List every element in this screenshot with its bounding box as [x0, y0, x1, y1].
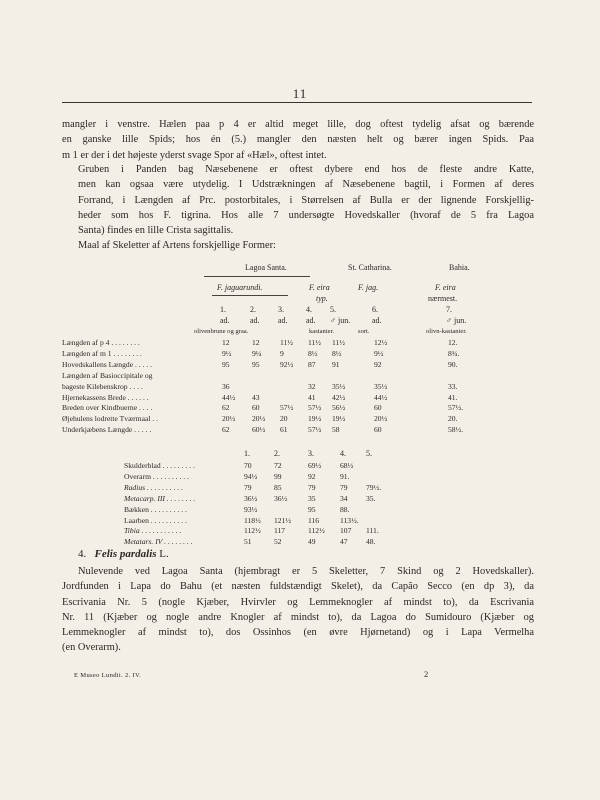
table-cell: 19½: [308, 414, 322, 424]
table-cell: 92: [374, 359, 382, 369]
text-line: mangler i venstre. Hælen paa p 4 er altid meget lille, dog oftest tydelig afsat og bærende: [62, 119, 534, 130]
table-cell: 19½: [332, 414, 346, 424]
paragraph-3: Maal af Skeletter af Artens forskjellige Former:: [78, 240, 276, 251]
text-line: Nr. 11 (Kjæber og nogle andre Knogler af mindst to), da Lagoa do Sumidouro (Kjæber og: [62, 611, 534, 623]
column-number: 2.: [250, 305, 256, 314]
table-cell: 69½: [308, 461, 322, 470]
table-cell: 36½: [244, 493, 258, 503]
table-cell: 8½: [308, 348, 318, 358]
text-line: Lemmeknogler af mindst to), dos Ossinhos (en øvre Hjørnetand) og i Lapa Vermelha: [62, 627, 534, 639]
row-label: Overarm . . . . . . . . . .: [124, 471, 189, 481]
section-number: 4.: [78, 548, 87, 560]
table-cell: 12½: [374, 338, 388, 347]
table-cell: 91: [332, 359, 340, 369]
section-title: Felis pardalis: [94, 548, 157, 560]
table-cell: 72: [274, 461, 282, 470]
table-cell: 35.: [366, 493, 376, 503]
table-cell: 20: [280, 414, 288, 424]
table-cell: 58: [332, 425, 340, 435]
table-cell: 92½: [280, 359, 294, 369]
color-olivn-kastanier: olivn-kastanier.: [426, 328, 467, 335]
row-label: Underkjæbens Længde . . . . .: [62, 425, 152, 435]
table-cell: 57½.: [448, 403, 464, 413]
column-number: 4.: [340, 449, 346, 458]
table-cell: 88.: [340, 504, 350, 514]
column-number: 5.: [366, 449, 372, 458]
row-label: Metatars. IV . . . . . . . .: [124, 537, 193, 547]
table-cell: 44½: [222, 392, 236, 402]
table-cell: 20.: [448, 414, 458, 424]
table-cell: 60: [252, 403, 260, 413]
table-cell: 48.: [366, 537, 376, 547]
table-cell: 33.: [448, 381, 458, 391]
table-cell: 57½: [308, 425, 322, 435]
table-cell: 52: [274, 537, 282, 547]
table-cell: 12: [252, 338, 260, 347]
color-olivenbrune: olivenbrune og graa.: [194, 328, 249, 335]
table-cell: 92: [308, 471, 316, 481]
table-cell: 61: [280, 425, 288, 435]
table-cell: 113½.: [340, 515, 359, 525]
table-cell: 62: [222, 425, 230, 435]
column-number: 4.: [306, 305, 312, 314]
text-line: m 1 er der i det højeste yderst svage Spor af «Hæl», oftest intet.: [62, 149, 327, 161]
table-cell: 9: [280, 348, 284, 358]
table-cell: 32: [308, 381, 316, 391]
species-header-eira-2: F. eira: [435, 283, 456, 292]
footer-signature: E Museo Lundii. 2. IV.: [74, 672, 142, 679]
text-line: Santa) findes en lille Crista sagittalis.: [78, 225, 234, 237]
table-cell: 107: [340, 526, 352, 536]
table-cell: 35½: [374, 381, 388, 391]
text-line: heder som hos F. tigrina. Hos alle 7 undersøgte Hovedskaller (hvoraf de 5 fra Lagoa: [78, 209, 534, 221]
group-rule: [204, 276, 310, 277]
table-cell: 79: [308, 482, 316, 492]
text-line: Jordfunden i Lapa do Bahu (et næsten fuldstændigt Skelet), da Capão Secco (en dp 3), da: [62, 581, 534, 593]
table-cell: 62: [222, 403, 230, 413]
table-cell: 79½.: [366, 482, 382, 492]
table-cell: 117: [274, 526, 286, 536]
row-label: Hovedskallens Længde . . . . .: [62, 359, 153, 369]
row-label: Breden over Kindbuerne . . . .: [62, 403, 153, 413]
column-number: 3.: [278, 305, 284, 314]
table-cell: 87: [308, 359, 316, 369]
table-cell: 90.: [448, 359, 458, 369]
species-header-typ: typ.: [316, 294, 328, 303]
table-cell: 47: [340, 537, 348, 547]
column-age: ad.: [220, 316, 230, 325]
column-number: 6.: [372, 305, 378, 314]
table-cell: 94½: [244, 471, 258, 481]
text-line: Forrand, i Længden af Prc. postorbitales, i Størrelsen af Bulla er der lignende Forskjellig-: [78, 194, 534, 206]
row-label: Skulderblad . . . . . . . . .: [124, 461, 195, 470]
table-cell: 99: [274, 471, 282, 481]
table-cell: 11½: [332, 338, 346, 347]
table-cell: 43: [252, 392, 260, 402]
table-cell: 112½: [308, 526, 325, 536]
table-cell: 95: [222, 359, 230, 369]
table-cell: 36: [222, 381, 230, 391]
table-cell: 8½: [332, 348, 342, 358]
row-label: Længden af p 4 . . . . . . . .: [62, 338, 140, 347]
table-cell: 116: [308, 515, 320, 525]
row-label: Øjehulens lodrette Tværmaal . .: [62, 414, 159, 424]
table-cell: 49: [308, 537, 316, 547]
column-number: 1.: [220, 305, 226, 314]
column-number: 7.: [446, 305, 452, 314]
species-header-jaguarundi: F. jaguarundi.: [217, 283, 263, 292]
table-cell: 51: [244, 537, 252, 547]
column-age: ad.: [372, 316, 382, 325]
table-cell: 112½: [244, 526, 261, 536]
species-rule: [212, 295, 288, 296]
species-header-eira: F. eira: [309, 283, 330, 292]
table-cell: 68½: [340, 461, 354, 470]
text-line: Nulevende ved Lagoa Santa (hjembragt er 5 Skeletter, 7 Skind og 2 Hovedskaller).: [78, 566, 534, 577]
table-cell: 60: [374, 425, 382, 435]
row-label: Bækken . . . . . . . . . .: [124, 504, 187, 514]
group-header-lagoa-santa: Lagoa Santa.: [245, 263, 287, 272]
table-cell: 93½: [244, 504, 258, 514]
section-heading: [78, 548, 169, 560]
table-cell: 12: [222, 338, 230, 347]
text-line: Gruben i Panden bag Næsebenene er oftest dybere end hos de fleste andre Katte,: [78, 164, 534, 175]
table-cell: 95: [252, 359, 260, 369]
row-label: Længden af m 1 . . . . . . . .: [62, 348, 142, 358]
column-number: 1.: [244, 449, 250, 458]
table-cell: 56½: [332, 403, 346, 413]
page-number: 11: [292, 86, 308, 101]
table-cell: 8¾.: [448, 348, 460, 358]
table-cell: 34: [340, 493, 348, 503]
paragraph-4: [62, 564, 534, 656]
table-cell: 11½: [280, 338, 294, 347]
table-cell: 36½: [274, 493, 288, 503]
table-cell: 95: [308, 504, 316, 514]
species-header-jag: F. jag.: [358, 283, 379, 292]
footer-signature-number: 2: [424, 669, 429, 679]
table-cell: 60: [374, 403, 382, 413]
table-cell: 9¼: [252, 348, 262, 358]
skull-measurements-table: [62, 262, 532, 442]
table-cell: 79: [244, 482, 252, 492]
row-label: Laarben . . . . . . . . . .: [124, 515, 187, 525]
table-cell: 9½: [222, 348, 232, 358]
table-cell: 35: [308, 493, 316, 503]
row-label: Metacarp. III . . . . . . . .: [124, 493, 196, 503]
column-age: ♂ jun.: [330, 316, 351, 325]
color-sort: sort.: [358, 328, 370, 335]
table-cell: 91.: [340, 471, 350, 481]
row-label: Hjernekassens Brede . . . . . .: [62, 392, 149, 402]
row-label: Radius . . . . . . . . . .: [124, 482, 184, 492]
table-cell: 12.: [448, 338, 458, 347]
table-cell: 9½: [374, 348, 384, 358]
table-cell: 118½: [244, 515, 261, 525]
column-number: 2.: [274, 449, 280, 458]
table-cell: 60½: [252, 425, 266, 435]
header-rule: [62, 102, 532, 103]
text-line: men kan ogsaa være utydelig. I Udstrækningen af Næsebenene bagtil, i Formen af deres: [78, 179, 534, 191]
table-cell: 79: [340, 482, 348, 492]
table-cell: 41.: [448, 392, 458, 402]
limb-measurements-table: [62, 448, 532, 547]
table-cell: 85: [274, 482, 282, 492]
table-cell: 20½: [374, 414, 388, 424]
table-cell: 35½: [332, 381, 346, 391]
table-cell: 58½.: [448, 425, 464, 435]
paragraph-2: [62, 162, 534, 238]
table-cell: 57½: [308, 403, 322, 413]
text-line: (en Overarm).: [62, 642, 121, 654]
column-number: 3.: [308, 449, 314, 458]
table-cell: 41: [308, 392, 316, 402]
group-header-bahia: Bahia.: [449, 263, 470, 272]
species-header-naermest: nærmest.: [428, 294, 458, 303]
table-cell: 42½: [332, 392, 346, 402]
table-cell: 57½: [280, 403, 294, 413]
text-line: en ganske lille Spids; hos én (5.) mangler den næsten helt og bærer ingen Spids. Paa: [62, 134, 534, 146]
color-kastanier: kastanier.: [309, 328, 335, 335]
table-cell: 44½: [374, 392, 388, 402]
table-cell: 20½: [222, 414, 236, 424]
table-cell: 111.: [366, 526, 379, 536]
row-label: Længden af Basioccipitale og: [62, 370, 153, 380]
table-cell: 20½: [252, 414, 266, 424]
paragraph-1: [62, 117, 534, 163]
table-cell: 70: [244, 461, 252, 470]
table-cell: 121½: [274, 515, 292, 525]
group-header-st-catharina: St. Catharina.: [348, 263, 392, 272]
section-author: L.: [159, 548, 169, 560]
text-line: Escrivania Nr. 5 (nogle Kjæber, Hvirvler og Lemmeknogler af mindst to), da Escrivania: [62, 596, 534, 608]
column-age: ad.: [306, 316, 316, 325]
column-number: 5.: [330, 305, 336, 314]
column-age: ad.: [250, 316, 260, 325]
column-age: ♂ jun.: [446, 316, 467, 325]
row-label: bageste Kilebenskrop . . . .: [62, 381, 143, 391]
row-label: Tibia . . . . . . . . . . .: [124, 526, 182, 536]
table-cell: 11½: [308, 338, 322, 347]
column-age: ad.: [278, 316, 288, 325]
